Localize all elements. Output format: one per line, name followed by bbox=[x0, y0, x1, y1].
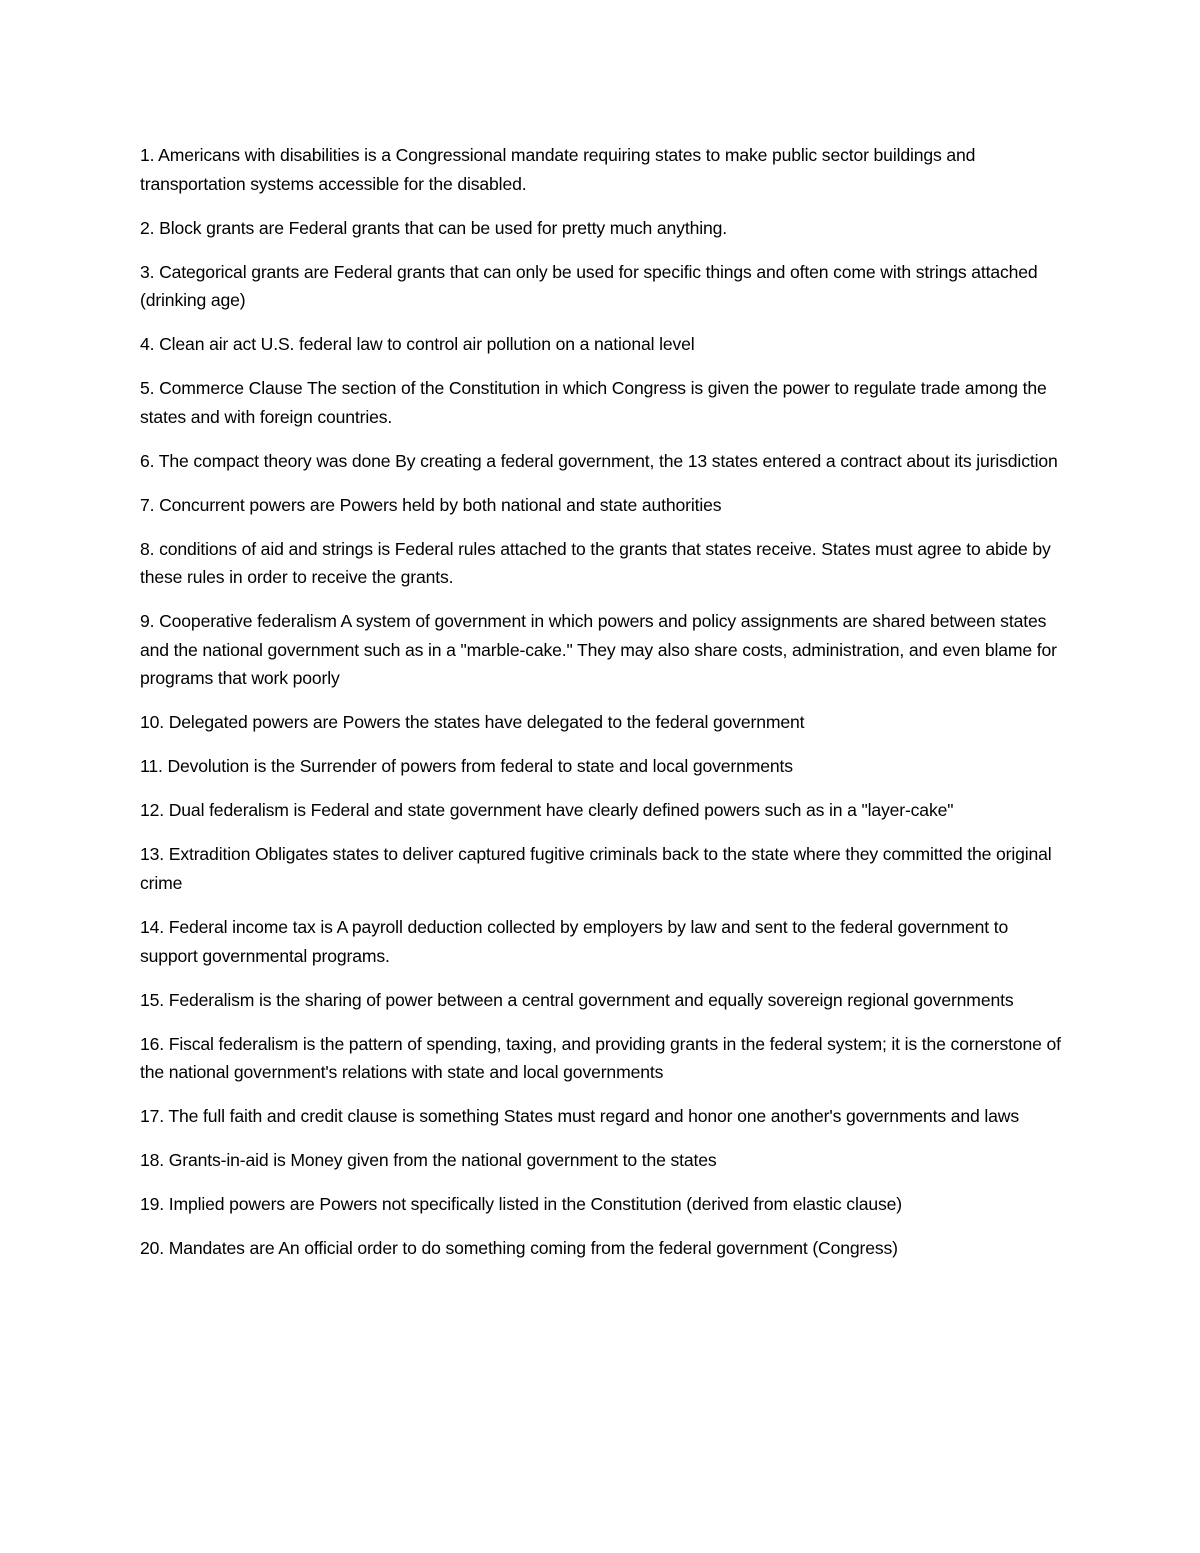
list-item: 18. Grants-in-aid is Money given from the national government to the states bbox=[140, 1150, 717, 1171]
list-item: 11. Devolution is the Surrender of powers from federal to state and local governments bbox=[140, 756, 793, 777]
list-item: 5. Commerce Clause The section of the Constitution in which Congress is given the power to regulate trade among the states and with foreign countries. bbox=[140, 378, 1047, 427]
list-item: 6. The compact theory was done By creating a federal government, the 13 states entered a contract about its jurisdiction bbox=[140, 450, 1058, 471]
list-item: 19. Implied powers are Powers not specifically listed in the Constitution (derived from elastic clause) bbox=[140, 1194, 902, 1215]
list-item: 9. Cooperative federalism A system of government in which powers and policy assignments are shared between states and the national government such as in a "marble-cake." They may also share costs, administration, and even blame for programs that work poorly bbox=[140, 611, 1057, 689]
list-item: 7. Concurrent powers are Powers held by both national and state authorities bbox=[140, 494, 722, 515]
list-item: 1. Americans with disabilities is a Congressional mandate requiring states to make public sector buildings and transportation systems accessible for the disabled. bbox=[140, 145, 976, 194]
list-item: 20. Mandates are An official order to do something coming from the federal government (Congress) bbox=[140, 1238, 898, 1259]
list-item: 10. Delegated powers are Powers the states have delegated to the federal government bbox=[140, 712, 805, 733]
list-item: 3. Categorical grants are Federal grants that can only be used for specific things and often come with strings attached (drinking age) bbox=[140, 261, 1038, 311]
list-item: 13. Extradition Obligates states to deliver captured fugitive criminals back to the state where they committed the original crime bbox=[140, 844, 1052, 893]
list-item: 2. Block grants are Federal grants that can be used for pretty much anything. bbox=[140, 217, 727, 238]
list-item: 15. Federalism is the sharing of power between a central government and equally sovereign regional governments bbox=[140, 989, 1014, 1010]
list-item: 8. conditions of aid and strings is Federal rules attached to the grants that states receive. States must agree to abide by these rules in order to receive the grants. bbox=[140, 538, 1051, 588]
definitions-list bbox=[140, 141, 1065, 1278]
list-item: 17. The full faith and credit clause is something States must regard and honor one another's governments and laws bbox=[140, 1106, 1020, 1127]
list-item: 14. Federal income tax is A payroll deduction collected by employers by law and sent to the federal government to support governmental programs. bbox=[140, 916, 1009, 966]
list-item: 4. Clean air act U.S. federal law to control air pollution on a national level bbox=[140, 334, 695, 355]
list-item: 16. Fiscal federalism is the pattern of spending, taxing, and providing grants in the federal system; it is the cornerstone of the national government's relations with state and local governments bbox=[140, 1033, 1061, 1083]
list-item: 12. Dual federalism is Federal and state government have clearly defined powers such as in a "layer-cake" bbox=[140, 800, 954, 821]
